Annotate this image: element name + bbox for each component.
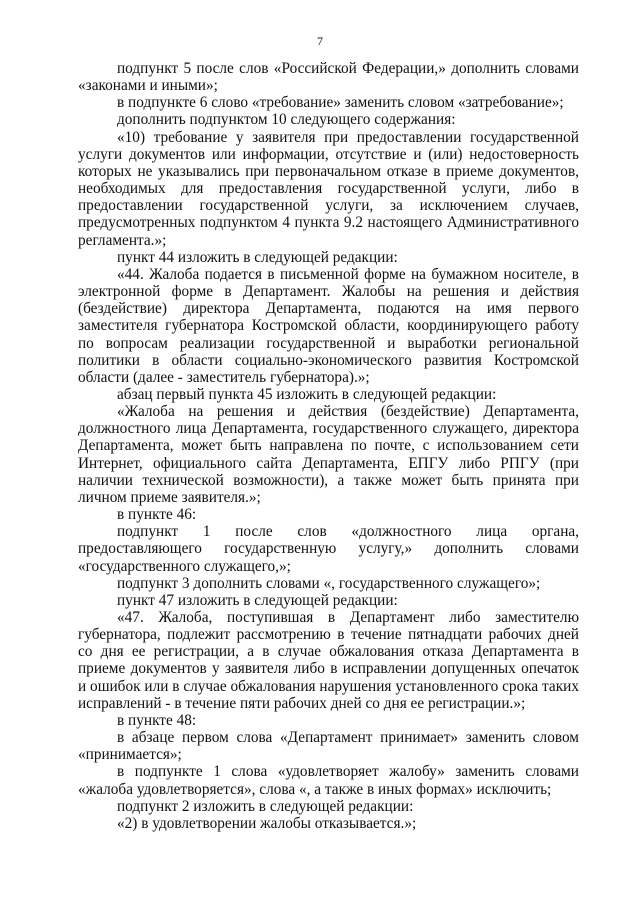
paragraph-3: дополнить подпунктом 10 следующего содержания: [117,111,456,129]
paragraph-14: в пункте 48: [117,711,197,729]
paragraph-7: абзац первый пункта 45 изложить в следующей редакции: [117,385,497,403]
paragraph-2: в подпункте 6 слово «требование» заменить словом «затребование»; [117,94,564,112]
paragraph-11: подпункт 3 дополнить словами «, государственного служащего»; [117,574,541,592]
paragraph-15: в абзаце первом слова «Департамент принимает» заменить словом «принимается»; [78,729,579,764]
document-body [78,60,579,832]
paragraph-17: подпункт 2 изложить в следующей редакции: [117,797,414,815]
paragraph-10: подпункт 1 после слов «должностного лица органа, предоставляющего государственную услугу,» дополнить словами «государственного служащего,»; [78,523,579,575]
paragraph-13: «47. Жалоба, поступившая в Департамент либо заместителю губернатора, подлежит рассмотрению в течение пятнадцати рабочих дней со дня ее регистрации, а в случае обжалования отказа Департамента в приеме документов у заявителя либо в исправлении допущенных опечаток и ошибок или в случае обжалования нарушения установленного срока таких исправлений - в течение пяти рабочих дней со дня ее регистрации.»; [78,609,579,712]
paragraph-12: пункт 47 изложить в следующей редакции: [117,591,398,609]
paragraph-6: «44. Жалоба подается в письменной форме на бумажном носителе, в электронной форме в Департамент. Жалобы на решения и действия (бездействие) директора Департамента, подаются на имя первого заместителя губернатора Костромской области, координирующего работу по вопросам реализации государственной и выработки региональной политики в области социально-экономического развития Костромской области (далее - заместитель губернатора).»; [78,265,579,386]
paragraph-5: пункт 44 изложить в следующей редакции: [117,248,398,266]
paragraph-16: в подпункте 1 слова «удовлетворяет жалобу» заменить словами «жалоба удовлетворяется», слова «, а также в иных формах» исключить; [78,763,579,798]
paragraph-4: «10) требование у заявителя при предоставлении государственной услуги документов или информации, отсутствие и (или) недостоверность которых не указывались при первоначальном отказе в приеме документов, необходимых для предоставления государственной услуги, либо в предоставлении государственной услуги, за исключением случаев, предусмотренных подпунктом 4 пункта 9.2 настоящего Административного регламента.»; [78,128,579,249]
page-number: 7 [317,34,323,48]
paragraph-18: «2) в удовлетворении жалобы отказывается.»; [117,814,417,832]
paragraph-1: подпункт 5 после слов «Российской Федерации,» дополнить словами «законами и иными»; [78,60,579,95]
paragraph-8: «Жалоба на решения и действия (бездействие) Департамента, должностного лица Департамента, государственного служащего, директора Департамента, может быть направлена по почте, с использованием сети Интернет, официального сайта Департамента, ЕПГУ либо РПГУ (при наличии технической возможности), а также может быть принята при личном приеме заявителя.»; [78,403,579,506]
paragraph-9: в пункте 46: [117,506,197,524]
